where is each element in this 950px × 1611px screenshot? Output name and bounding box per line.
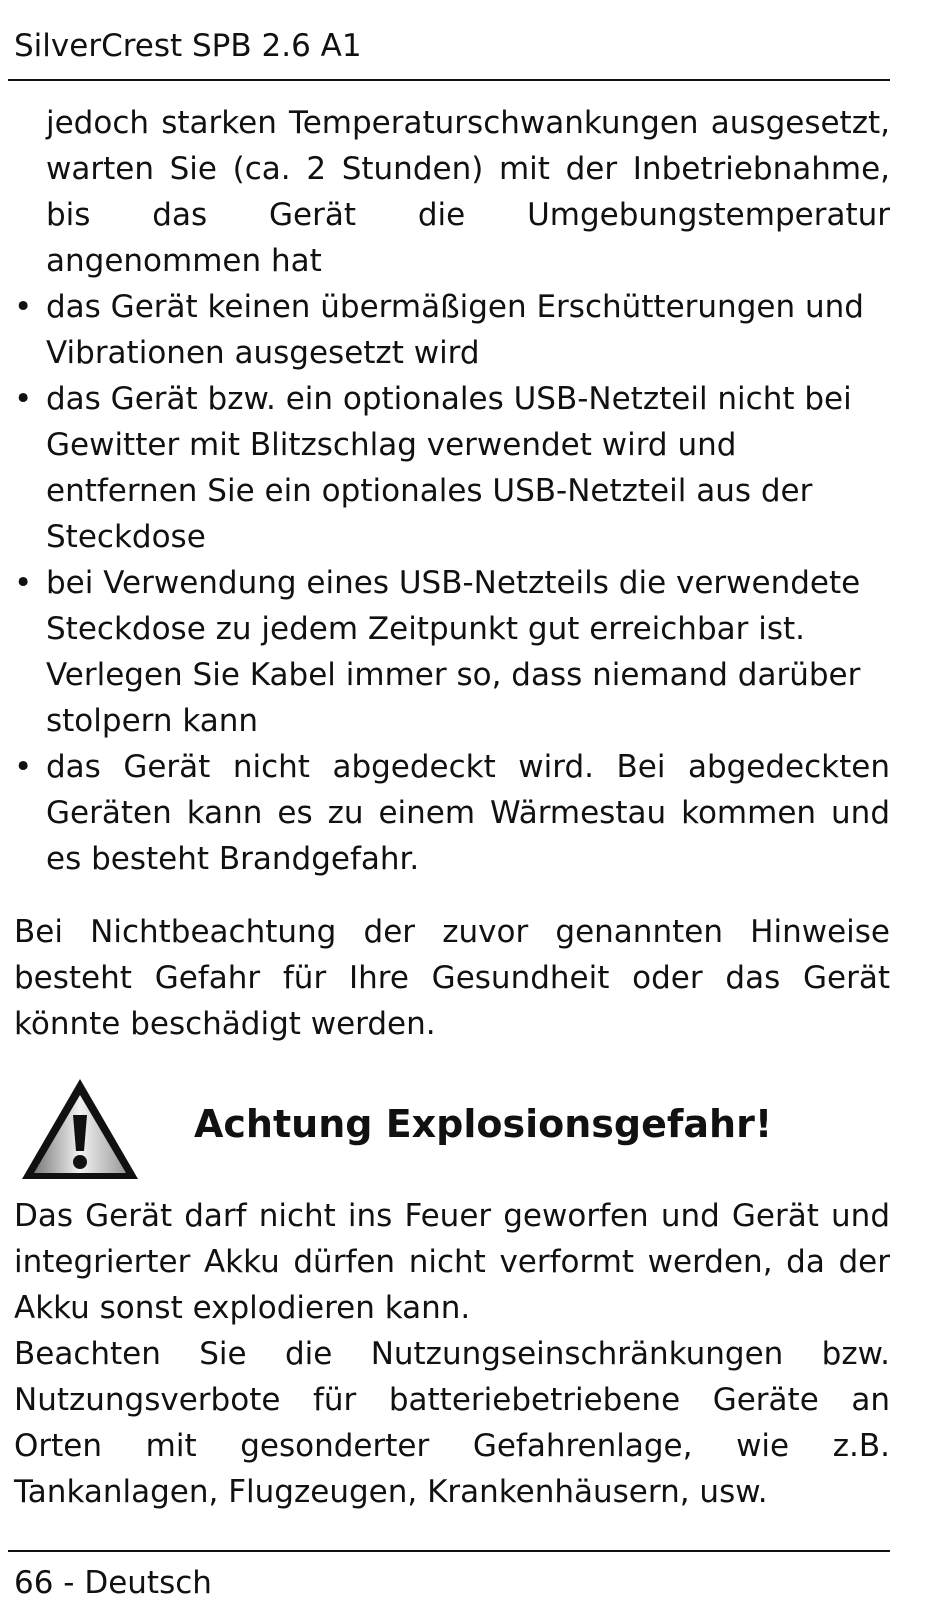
- header-rule: [8, 79, 890, 81]
- bullet-icon: •: [14, 289, 33, 325]
- footer-rule: [8, 1550, 890, 1552]
- warning-title: Achtung Explosionsgefahr!: [194, 1102, 773, 1146]
- warning-triangle-icon: [18, 1075, 142, 1183]
- warning-block: [14, 1075, 890, 1193]
- bullet-icon: •: [14, 749, 33, 785]
- list-item: [14, 284, 890, 376]
- warning-paragraph: Beachten Sie die Nutzungseinschränkungen bzw. Nutzungsverbote für batteriebetriebene Geräte an Orten mit gesonderter Gefahrenlage, wie z.B. Tankanlagen, Flugzeugen, Krankenhäusern, usw.: [14, 1336, 890, 1510]
- bullet-icon: •: [14, 381, 33, 417]
- list-item: [14, 744, 890, 882]
- notice-paragraph: Bei Nichtbeachtung der zuvor genannten Hinweise besteht Gefahr für Ihre Gesundheit oder das Gerät könnte beschädigt werden.: [14, 914, 890, 1042]
- list-item-continuation: [14, 100, 890, 284]
- bullet-icon: •: [14, 565, 33, 601]
- list-item-text: das Gerät nicht abgedeckt wird. Bei abgedeckten Geräten kann es zu einem Wärmestau kommen und es besteht Brandgefahr.: [46, 749, 890, 877]
- bullet-list: [14, 100, 890, 882]
- page-content: [14, 100, 890, 1515]
- page-footer: 66 - Deutsch: [14, 1565, 212, 1601]
- list-item-text: jedoch starken Temperaturschwankungen ausgesetzt, warten Sie (ca. 2 Stunden) mit der Inbetriebnahme, bis das Gerät die Umgebungstemperatur angenommen hat: [46, 105, 890, 279]
- list-item-text: bei Verwendung eines USB-Netzteils die verwendete Steckdose zu jedem Zeitpunkt gut erreichbar ist. Verlegen Sie Kabel immer so, dass niemand darüber stolpern kann: [46, 565, 861, 739]
- list-item-text: das Gerät bzw. ein optionales USB-Netzteil nicht bei Gewitter mit Blitzschlag verwendet wird und entfernen Sie ein optionales USB-Netzteil aus der Steckdose: [46, 381, 852, 555]
- list-item: [14, 376, 890, 560]
- list-item-text: das Gerät keinen übermäßigen Erschütterungen und Vibrationen ausgesetzt wird: [46, 289, 864, 371]
- list-item: [14, 560, 890, 744]
- warning-paragraph: Das Gerät darf nicht ins Feuer geworfen und Gerät und integrierter Akku dürfen nicht verformt werden, da der Akku sonst explodieren kann.: [14, 1198, 890, 1326]
- page-header: SilverCrest SPB 2.6 A1: [14, 28, 362, 64]
